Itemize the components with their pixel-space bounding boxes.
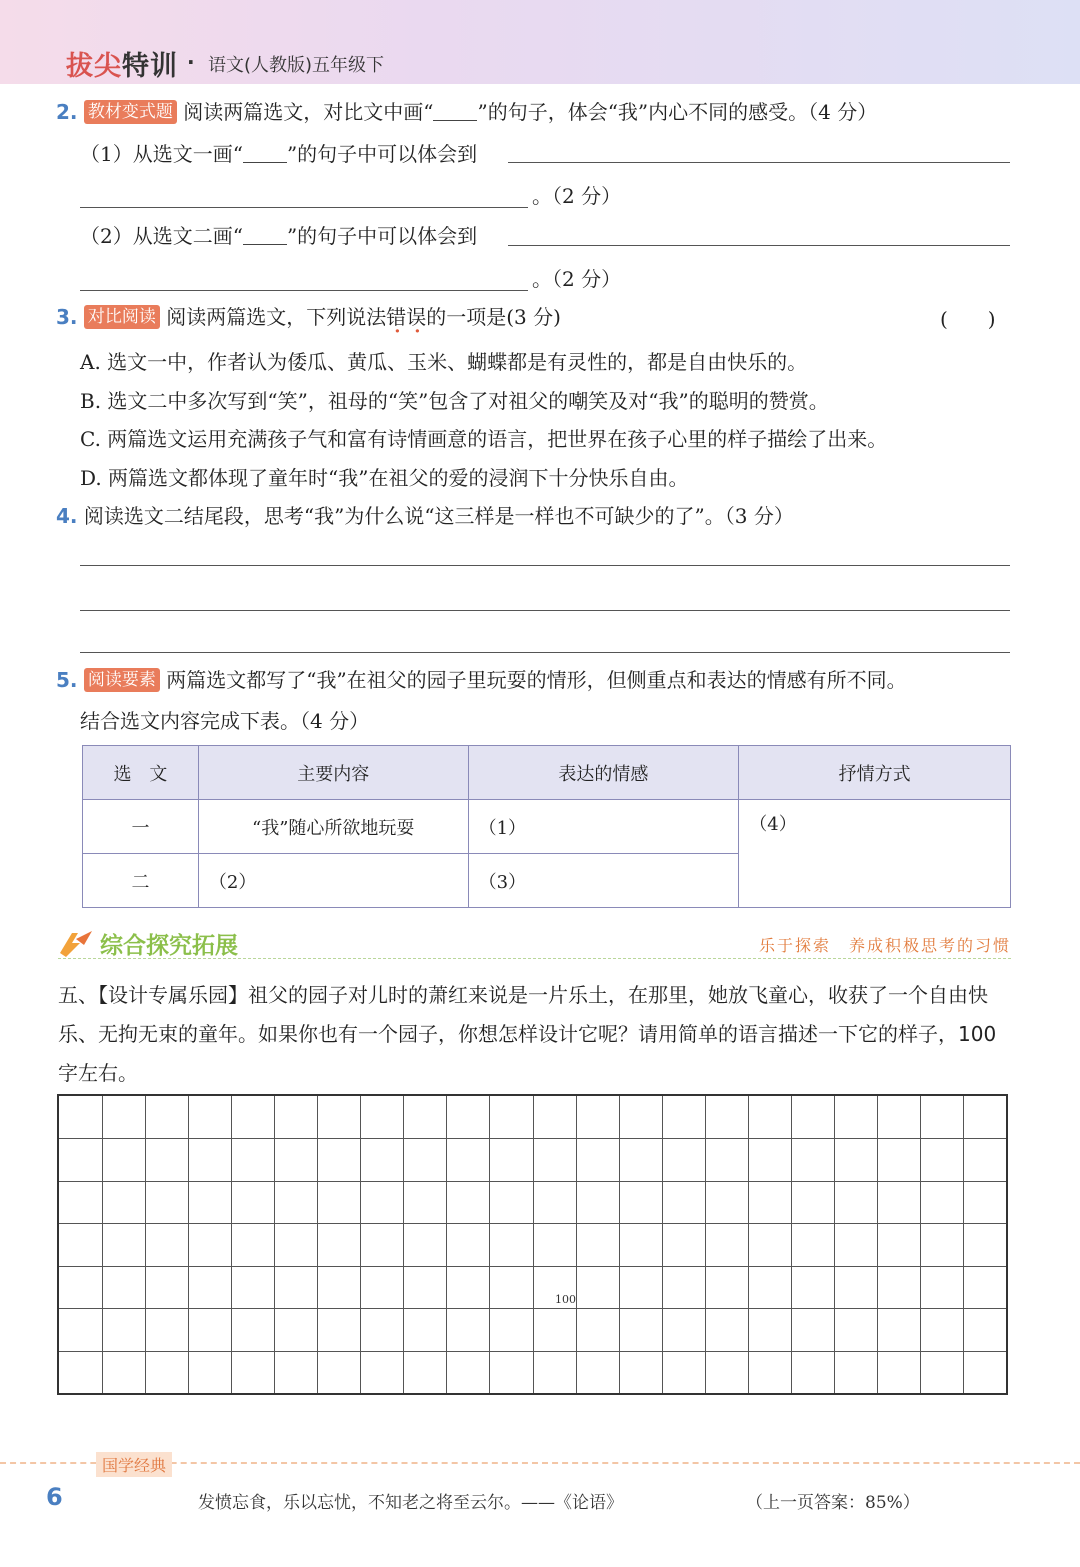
section-slogan: 乐于探索 养成积极思考的习惯 (758, 936, 1011, 955)
table-cell: “我”随心所欲地玩耍 (198, 800, 468, 854)
section-header (58, 927, 1011, 959)
sub-text: （1）从选文一画“ (80, 142, 243, 166)
sub-text: ”的句子中可以体会到 (286, 224, 478, 248)
question-tag: 阅读要素 (84, 668, 160, 692)
question-text: 阅读两篇选文，对比文中画“ (183, 100, 434, 124)
previous-answer: （上一页答案：85%） (746, 1493, 920, 1513)
answer-parentheses[interactable]: ( ) (940, 307, 996, 331)
sub-text: ”的句子中可以体会到 (286, 142, 478, 166)
question-number: 4. (56, 504, 78, 528)
question-number: 5. (56, 668, 78, 692)
grid-lines (59, 1096, 1006, 1393)
question-5 (56, 666, 907, 694)
table-header-row (83, 746, 1011, 800)
emphasis-char: 误 (406, 305, 427, 329)
question-text: 的一项是(3 分) (426, 305, 561, 329)
question-text: 阅读两篇选文，下列说法 (166, 305, 387, 329)
lightning-icon (58, 929, 94, 957)
option-b[interactable]: B. 选文二中多次写到“笑”，祖母的“笑”包含了对祖父的嘲笑及对“我”的聪明的赞赏。 (80, 389, 829, 413)
brand-part-b: 特训 (122, 51, 178, 82)
score-note: 。（2 分） (532, 267, 622, 291)
question-tag: 教材变式题 (84, 100, 177, 124)
brand-logo (66, 44, 178, 83)
sub-text: （2）从选文二画“ (80, 224, 243, 248)
table-cell: 一 (83, 800, 199, 854)
question-text: 两篇选文都写了“我”在祖父的园子里玩耍的情形，但侧重点和表达的情感有所不同。 (166, 668, 907, 692)
answer-cell[interactable]: （2） (198, 854, 468, 908)
writing-grid[interactable] (57, 1094, 1008, 1395)
option-d[interactable]: D. 两篇选文都体现了童年时“我”在祖父的爱的浸润下十分快乐自由。 (80, 466, 689, 490)
question-text: 结合选文内容完成下表。（4 分） (80, 709, 370, 733)
question-number: 2. (56, 100, 78, 124)
page-number: 6 (46, 1483, 63, 1511)
table-row (83, 800, 1011, 854)
fill-blank[interactable] (243, 145, 287, 163)
footer-quote: 发愤忘食，乐以忘忧，不知老之将至云尔。——《论语》 (198, 1493, 623, 1513)
question-tag: 对比阅读 (84, 305, 160, 329)
question-text: ”的句子，体会“我”内心不同的感受。（4 分） (477, 100, 878, 124)
table-cell: 二 (83, 854, 199, 908)
footer-tag: 国学经典 (96, 1452, 172, 1477)
page-header (0, 0, 1080, 84)
question-3 (56, 303, 561, 331)
question-4 (56, 502, 794, 530)
answer-cell[interactable]: （1） (468, 800, 739, 854)
table-header: 抒情方式 (739, 746, 1011, 800)
table-header: 选 文 (83, 746, 199, 800)
fill-blank[interactable] (433, 103, 477, 121)
answer-line[interactable] (80, 610, 1010, 611)
answer-line[interactable] (80, 565, 1010, 566)
header-dot: · (187, 50, 195, 74)
option-a[interactable]: A. 选文一中，作者认为倭瓜、黄瓜、玉米、蝴蝶都是有灵性的，都是自由快乐的。 (80, 350, 808, 374)
writing-prompt: 五、【设计专属乐园】祖父的园子对儿时的萧红来说是一片乐土，在那里，她放飞童心，收获了一个自由快乐、无拘无束的童年。如果你也有一个园子，你想怎样设计它呢？请用简单的语言描述一下它的样子，100 字左右。 (58, 983, 997, 1085)
answer-line[interactable] (80, 652, 1010, 653)
answer-line[interactable] (80, 207, 528, 208)
section-title: 综合探究拓展 (100, 933, 238, 959)
fill-blank[interactable] (243, 227, 287, 245)
answer-cell[interactable]: （4） (739, 800, 1011, 908)
emphasis-char: 错 (386, 305, 407, 329)
comparison-table (82, 745, 1011, 908)
book-subtitle: 语文(人教版)五年级下 (208, 55, 385, 76)
question-number: 3. (56, 305, 78, 329)
score-note: 。（2 分） (532, 184, 622, 208)
q2-sub2 (80, 222, 477, 250)
answer-line[interactable] (508, 162, 1010, 163)
table-header: 表达的情感 (468, 746, 739, 800)
answer-line[interactable] (508, 245, 1010, 246)
answer-line[interactable] (80, 290, 528, 291)
answer-cell[interactable]: （3） (468, 854, 739, 908)
table-header: 主要内容 (198, 746, 468, 800)
q2-sub1 (80, 140, 477, 168)
question-text: 阅读选文二结尾段，思考“我”为什么说“这三样是一样也不可缺少的了”。（3 分） (83, 504, 794, 528)
grid-count-mark: 100 (555, 1293, 576, 1306)
question-2 (56, 98, 877, 126)
option-c[interactable]: C. 两篇选文运用充满孩子气和富有诗情画意的语言，把世界在孩子心里的样子描绘了出来。 (80, 427, 888, 451)
brand-part-a: 拔尖 (66, 51, 122, 82)
